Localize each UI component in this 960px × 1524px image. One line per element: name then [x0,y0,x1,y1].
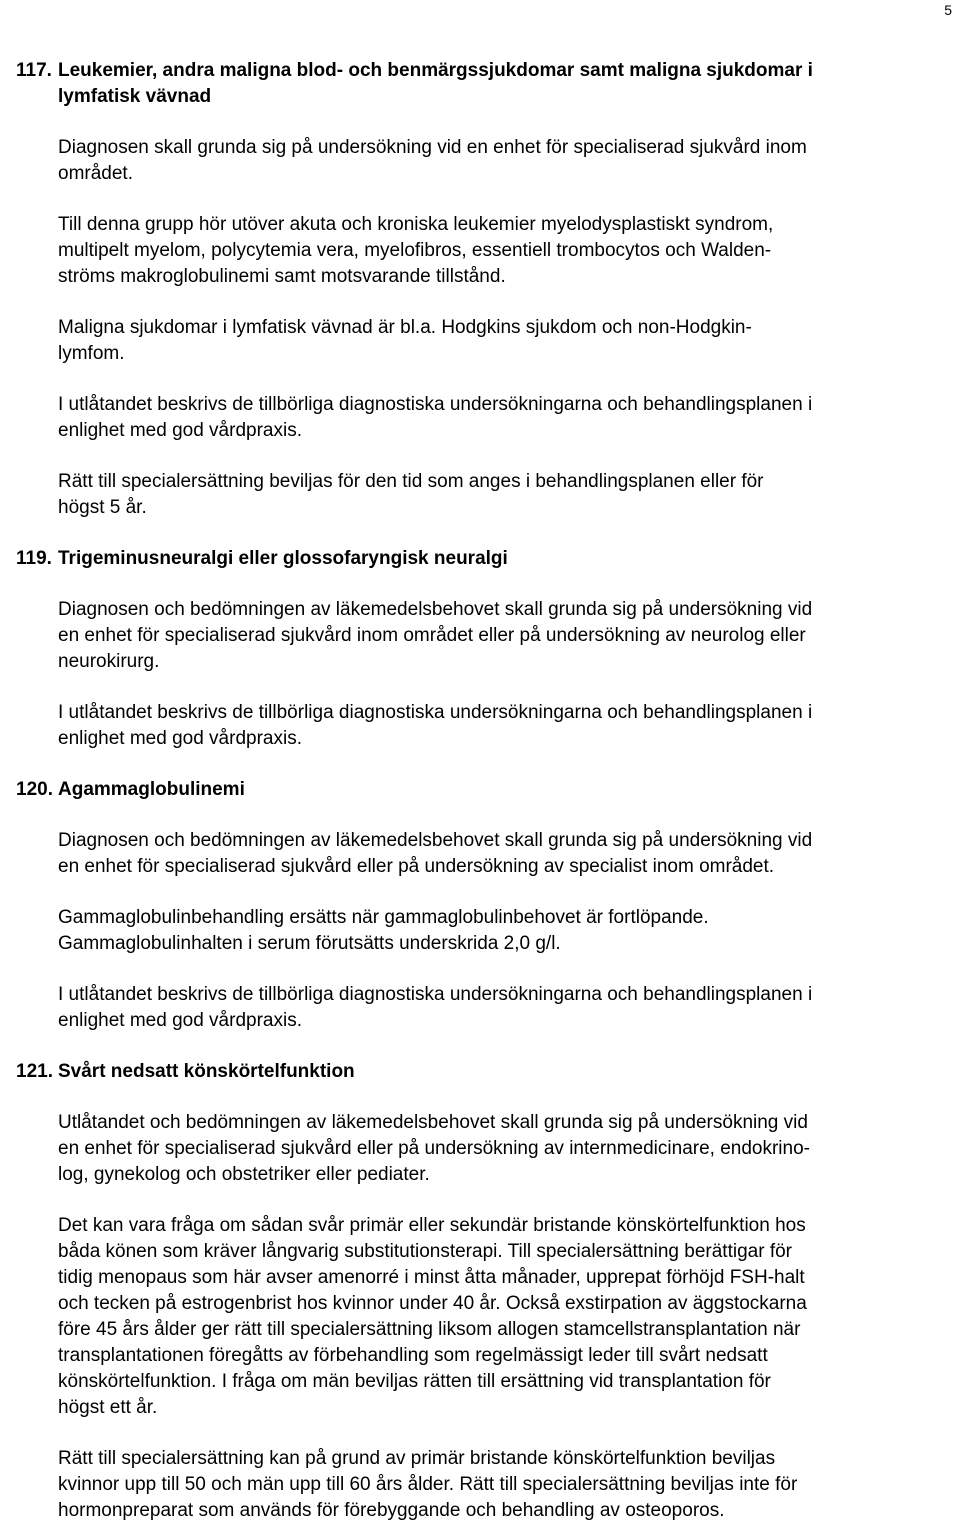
section-title: Svårt nedsatt könskörtelfunktion [58,1061,355,1082]
section-title: Agammaglobulinemi [58,779,245,800]
paragraph: Till denna grupp hör utöver akuta och kroniska leukemier myelodysplastiskt syndrom, multipelt myelom, polycytemia vera, myelofibros, essentiell trombocytos och Walden- ströms makroglobulinemi samt motsvarande tillstånd. [58,214,774,287]
section-number: 117. [16,60,52,81]
paragraph: I utlåtandet beskrivs de tillbörliga diagnostiska undersökningarna och behandlingsplanen i enlighet med god vårdpraxis. [58,394,813,441]
page-number: 5 [944,2,952,18]
paragraph: I utlåtandet beskrivs de tillbörliga diagnostiska undersökningarna och behandlingsplanen i enlighet med god vårdpraxis. [58,984,813,1031]
paragraph: Utlåtandet och bedömningen av läkemedelsbehovet skall grunda sig på undersökning vid en enhet för specialiserad sjukvård eller på undersökning av internmedicinare, endokrino- log, gynekolog och obstetriker eller pediater. [58,1112,810,1185]
paragraph: Rätt till specialersättning beviljas för den tid som anges i behandlingsplanen eller för högst 5 år. [58,471,764,518]
paragraph: Gammaglobulinbehandling ersätts när gammaglobulinbehovet är fortlöpande. Gammaglobulinhalten i serum förutsätts underskrida 2,0 g/l. [58,907,709,954]
paragraph: Diagnosen och bedömningen av läkemedelsbehovet skall grunda sig på undersökning vid en enhet för specialiserad sjukvård inom området eller på undersökning av neurolog eller neurokirurg. [58,599,813,672]
document-body [16,58,956,1524]
paragraph: Diagnosen och bedömningen av läkemedelsbehovet skall grunda sig på undersökning vid en enhet för specialiserad sjukvård eller på undersökning av specialist inom området. [58,830,813,877]
section-number: 120. [16,779,53,800]
paragraph: Det kan vara fråga om sådan svår primär eller sekundär bristande könskörtelfunktion hos båda könen som kräver långvarig substitutionsterapi. Till specialersättning berättigar för tidig menopaus som här avser amenorré i minst åtta månader, upprepat förhöjd FSH-halt och tecken på estrogenbrist hos kvinnor under 40 år. Också exstirpation av äggstockarna före 45 års ålder ger rätt till specialersättning liksom allogen stamcellstransplantation när transplantationen föregåtts av förbehandling som regelmässigt leder till svårt nedsatt könskörtelfunktion. I fråga om män beviljas rätten till ersättning vid transplantation för högst ett år. [58,1215,807,1418]
section-title: Leukemier, andra maligna blod- och benmärgssjukdomar samt maligna sjukdomar i lymfatisk vävnad [58,60,813,107]
section-120-heading [16,777,956,803]
section-119-heading [16,546,956,572]
paragraph: I utlåtandet beskrivs de tillbörliga diagnostiska undersökningarna och behandlingsplanen i enlighet med god vårdpraxis. [58,702,813,749]
section-117-heading [16,58,956,110]
paragraph: Rätt till specialersättning kan på grund av primär bristande könskörtelfunktion beviljas kvinnor upp till 50 och män upp till 60 års ålder. Rätt till specialersättning beviljas inte för hormonpreparat som används för förebyggande och behandling av osteoporos. [58,1448,798,1521]
section-title: Trigeminusneuralgi eller glossofaryngisk neuralgi [58,548,508,569]
section-number: 121. [16,1061,53,1082]
paragraph: Diagnosen skall grunda sig på undersökning vid en enhet för specialiserad sjukvård inom området. [58,137,807,184]
section-121-heading [16,1059,956,1085]
paragraph: Maligna sjukdomar i lymfatisk vävnad är bl.a. Hodgkins sjukdom och non-Hodgkin- lymfom. [58,317,752,364]
section-number: 119. [16,548,52,569]
